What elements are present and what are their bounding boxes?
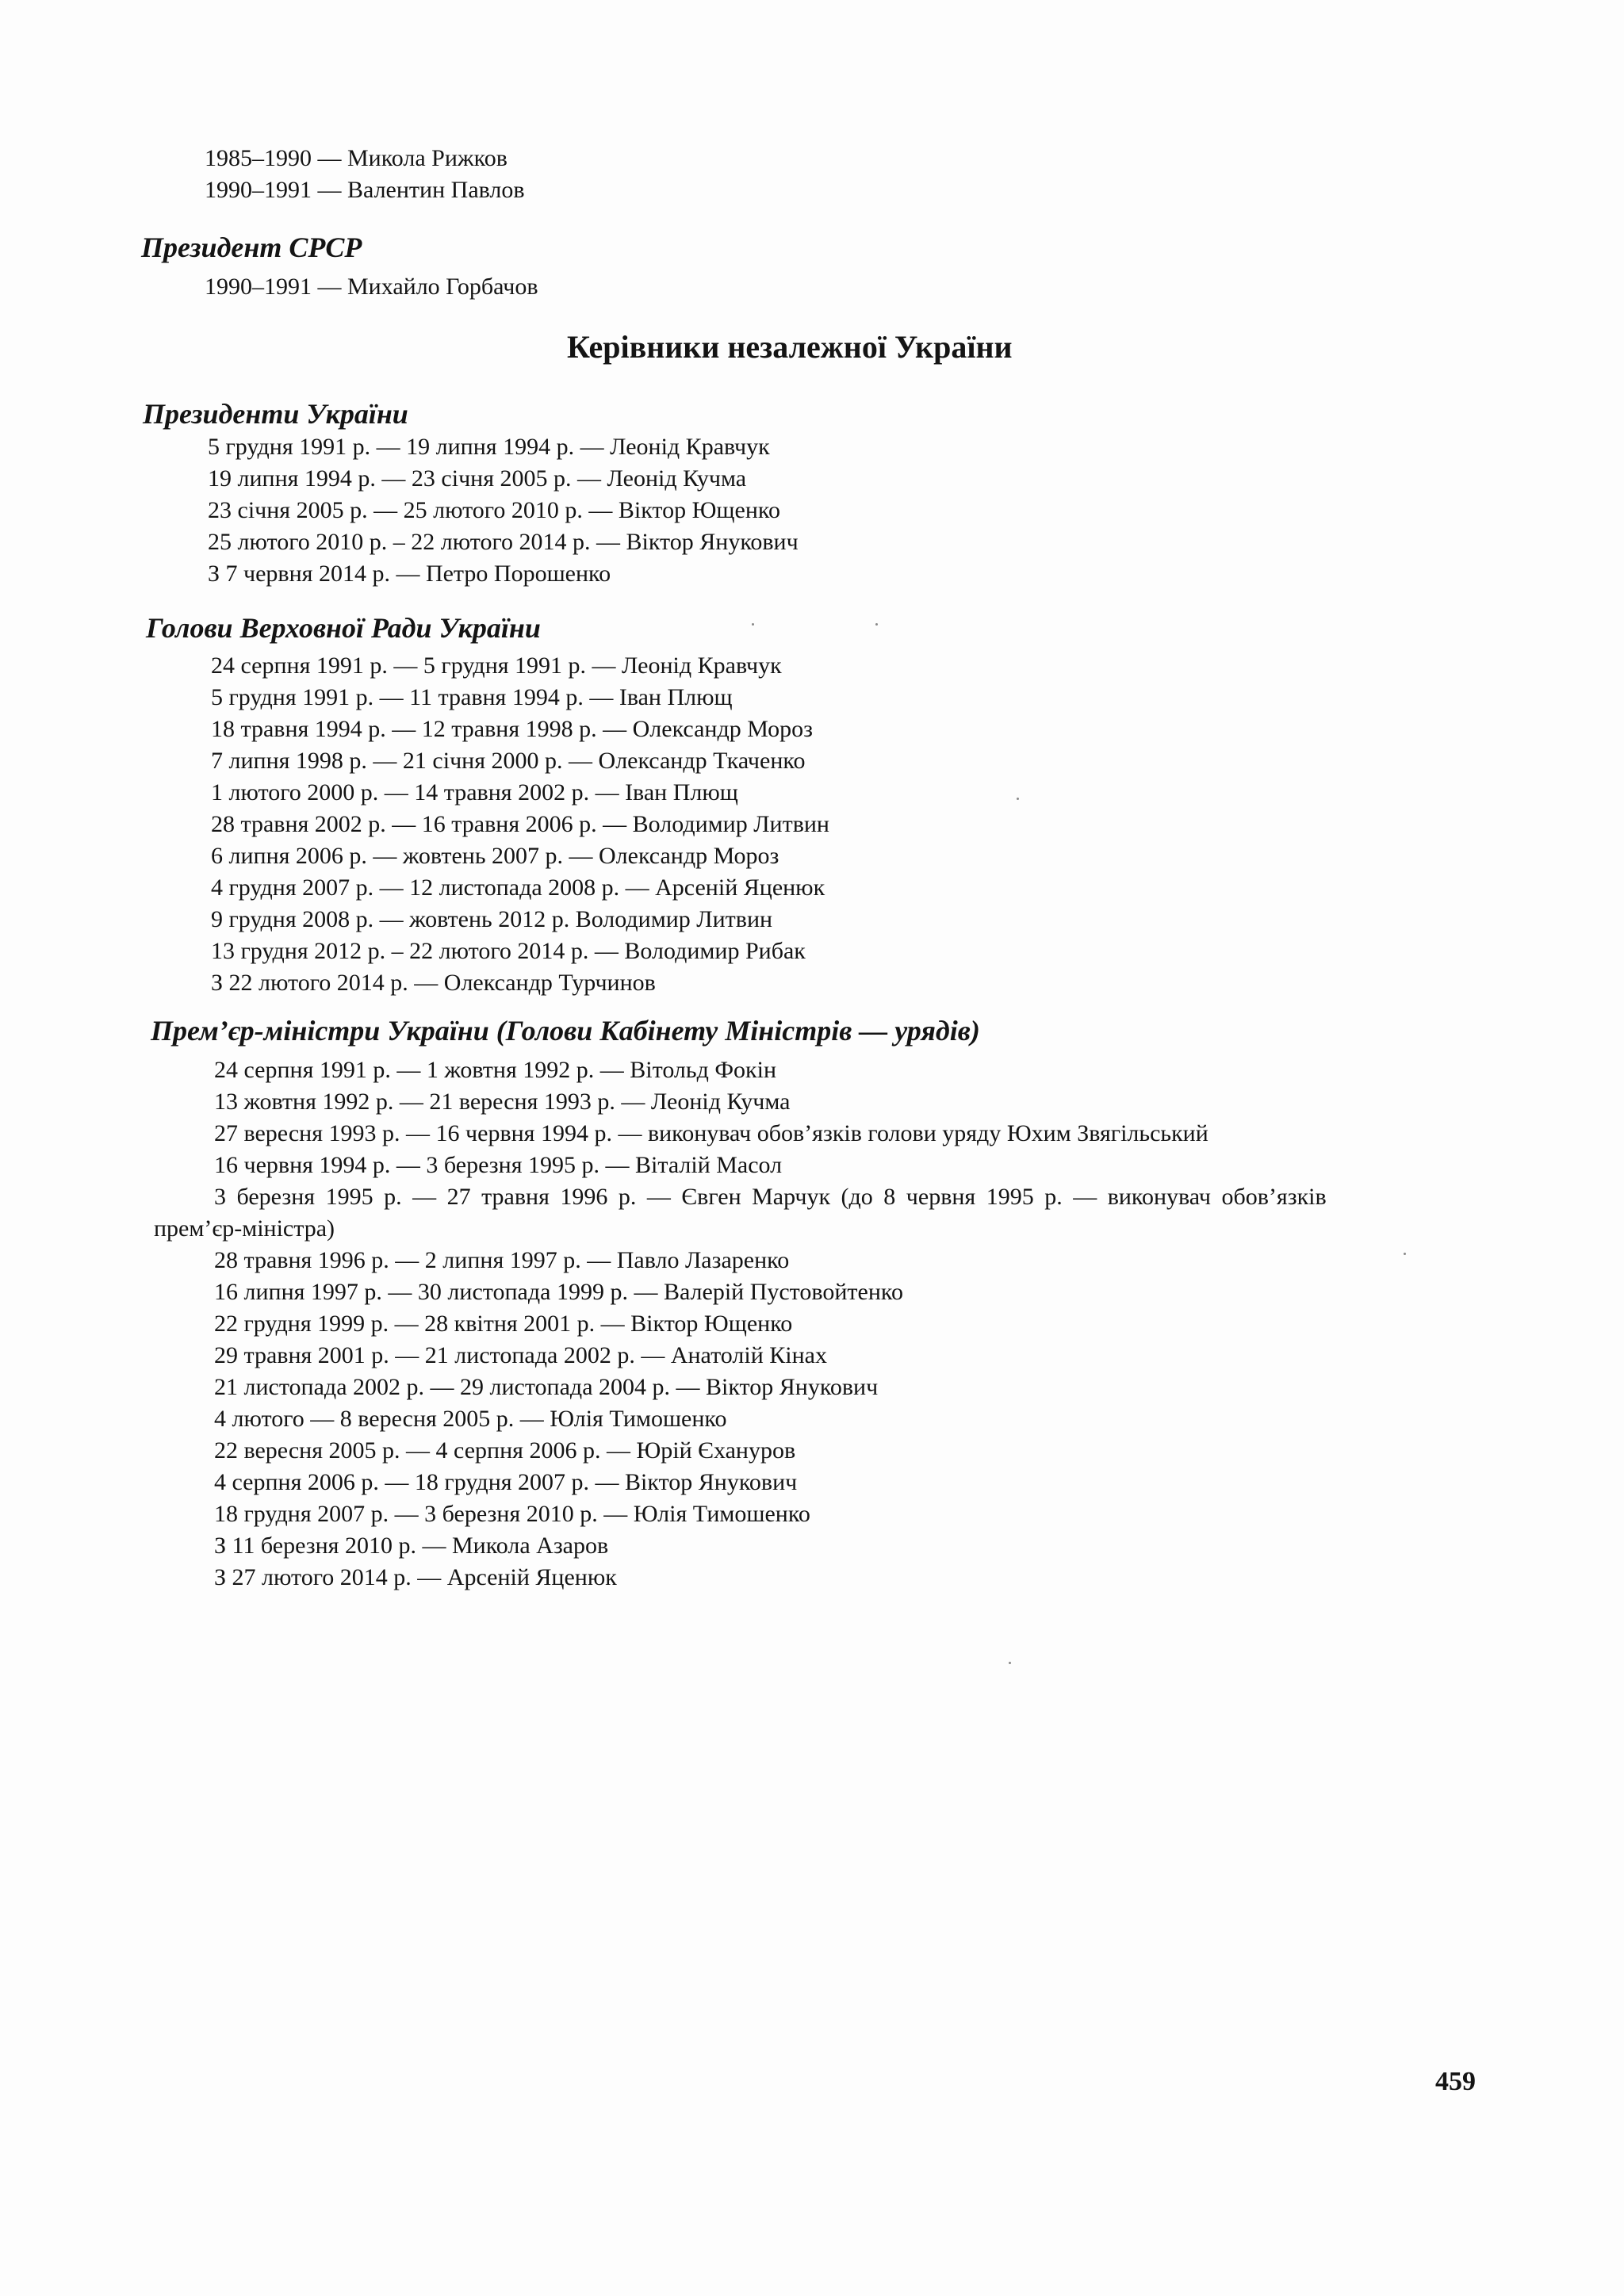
scan-speck [1404,1253,1406,1255]
list-item: 24 серпня 1991 р. — 1 жовтня 1992 р. — Вітольд Фокін [214,1057,777,1083]
section-heading-president-ussr: Президент СРСР [141,232,362,263]
list-item: З 7 червня 2014 р. — Петро Порошенко [208,561,611,587]
list-item: 13 грудня 2012 р. – 22 лютого 2014 р. — Володимир Рибак [211,938,806,964]
list-item: 18 травня 1994 р. — 12 травня 1998 р. — Олександр Мороз [211,716,813,742]
list-item: 22 вересня 2005 р. — 4 серпня 2006 р. — Юрій Єхануров [214,1437,796,1464]
list-item: 18 грудня 2007 р. — 3 березня 2010 р. — Юлія Тимошенко [214,1501,810,1527]
list-item: З 27 лютого 2014 р. — Арсеній Яценюк [214,1564,617,1590]
list-item: 6 липня 2006 р. — жовтень 2007 р. — Олександр Мороз [211,843,779,869]
list-item: 16 липня 1997 р. — 30 листопада 1999 р. — Валерій Пустовойтенко [214,1279,903,1305]
list-item: 24 серпня 1991 р. — 5 грудня 1991 р. — Леонід Кравчук [211,652,782,679]
list-item: 1 лютого 2000 р. — 14 травня 2002 р. — Іван Плющ [211,779,738,806]
list-item-continuation: прем’єр-міністра) [154,1215,335,1242]
section-heading-rada-heads: Голови Верховної Ради України [146,612,541,644]
list-item: 27 вересня 1993 р. — 16 червня 1994 р. — виконувач обов’язків голови уряду Юхим Звягільський [214,1120,1208,1146]
section-heading-presidents: Президенти України [143,398,408,430]
scan-speck [1009,1662,1011,1664]
list-item: 28 травня 2002 р. — 16 травня 2006 р. — Володимир Литвин [211,811,829,837]
scan-speck [875,623,878,626]
list-item: 22 грудня 1999 р. — 28 квітня 2001 р. — Віктор Ющенко [214,1311,793,1337]
list-item: 28 травня 1996 р. — 2 липня 1997 р. — Павло Лазаренко [214,1247,790,1273]
scan-speck [1017,798,1019,800]
list-item: 1990–1991 — Валентин Павлов [205,177,525,203]
list-item: 4 серпня 2006 р. — 18 грудня 2007 р. — Віктор Янукович [214,1469,798,1495]
list-item: 13 жовтня 1992 р. — 21 вересня 1993 р. — Леонід Кучма [214,1089,791,1115]
page-title: Керівники незалежної України [567,329,1013,365]
scan-speck [752,623,754,626]
list-item: 1985–1990 — Микола Рижков [205,145,508,171]
section-heading-prime-ministers: Прем’єр-міністри України (Голови Кабінету Міністрів — урядів) [151,1015,980,1047]
list-item: 7 липня 1998 р. — 21 січня 2000 р. — Олександр Ткаченко [211,748,806,774]
list-item: 1990–1991 — Михайло Горбачов [205,274,538,300]
list-item: 4 лютого — 8 вересня 2005 р. — Юлія Тимошенко [214,1406,727,1432]
list-item: З 22 лютого 2014 р. — Олександр Турчинов [211,970,656,996]
list-item: 5 грудня 1991 р. — 11 травня 1994 р. — Іван Плющ [211,684,733,710]
page-number: 459 [1435,2067,1476,2096]
list-item: 3 березня 1995 р. — 27 травня 1996 р. — Євген Марчук (до 8 червня 1995 р. — виконувач обов’язків [214,1184,1327,1210]
list-item: 29 травня 2001 р. — 21 листопада 2002 р. — Анатолій Кінах [214,1342,827,1368]
list-item: 16 червня 1994 р. — 3 березня 1995 р. — Віталій Масол [214,1152,783,1178]
list-item: 25 лютого 2010 р. – 22 лютого 2014 р. — Віктор Янукович [208,529,799,555]
list-item: 23 січня 2005 р. — 25 лютого 2010 р. — Віктор Ющенко [208,497,780,523]
list-item: 5 грудня 1991 р. — 19 липня 1994 р. — Леонід Кравчук [208,434,770,460]
list-item: 21 листопада 2002 р. — 29 листопада 2004 р. — Віктор Янукович [214,1374,879,1400]
list-item: 4 грудня 2007 р. — 12 листопада 2008 р. — Арсеній Яценюк [211,874,825,901]
list-item: 9 грудня 2008 р. — жовтень 2012 р. Володимир Литвин [211,906,773,932]
list-item: 19 липня 1994 р. — 23 січня 2005 р. — Леонід Кучма [208,465,747,492]
list-item: З 11 березня 2010 р. — Микола Азаров [214,1533,609,1559]
